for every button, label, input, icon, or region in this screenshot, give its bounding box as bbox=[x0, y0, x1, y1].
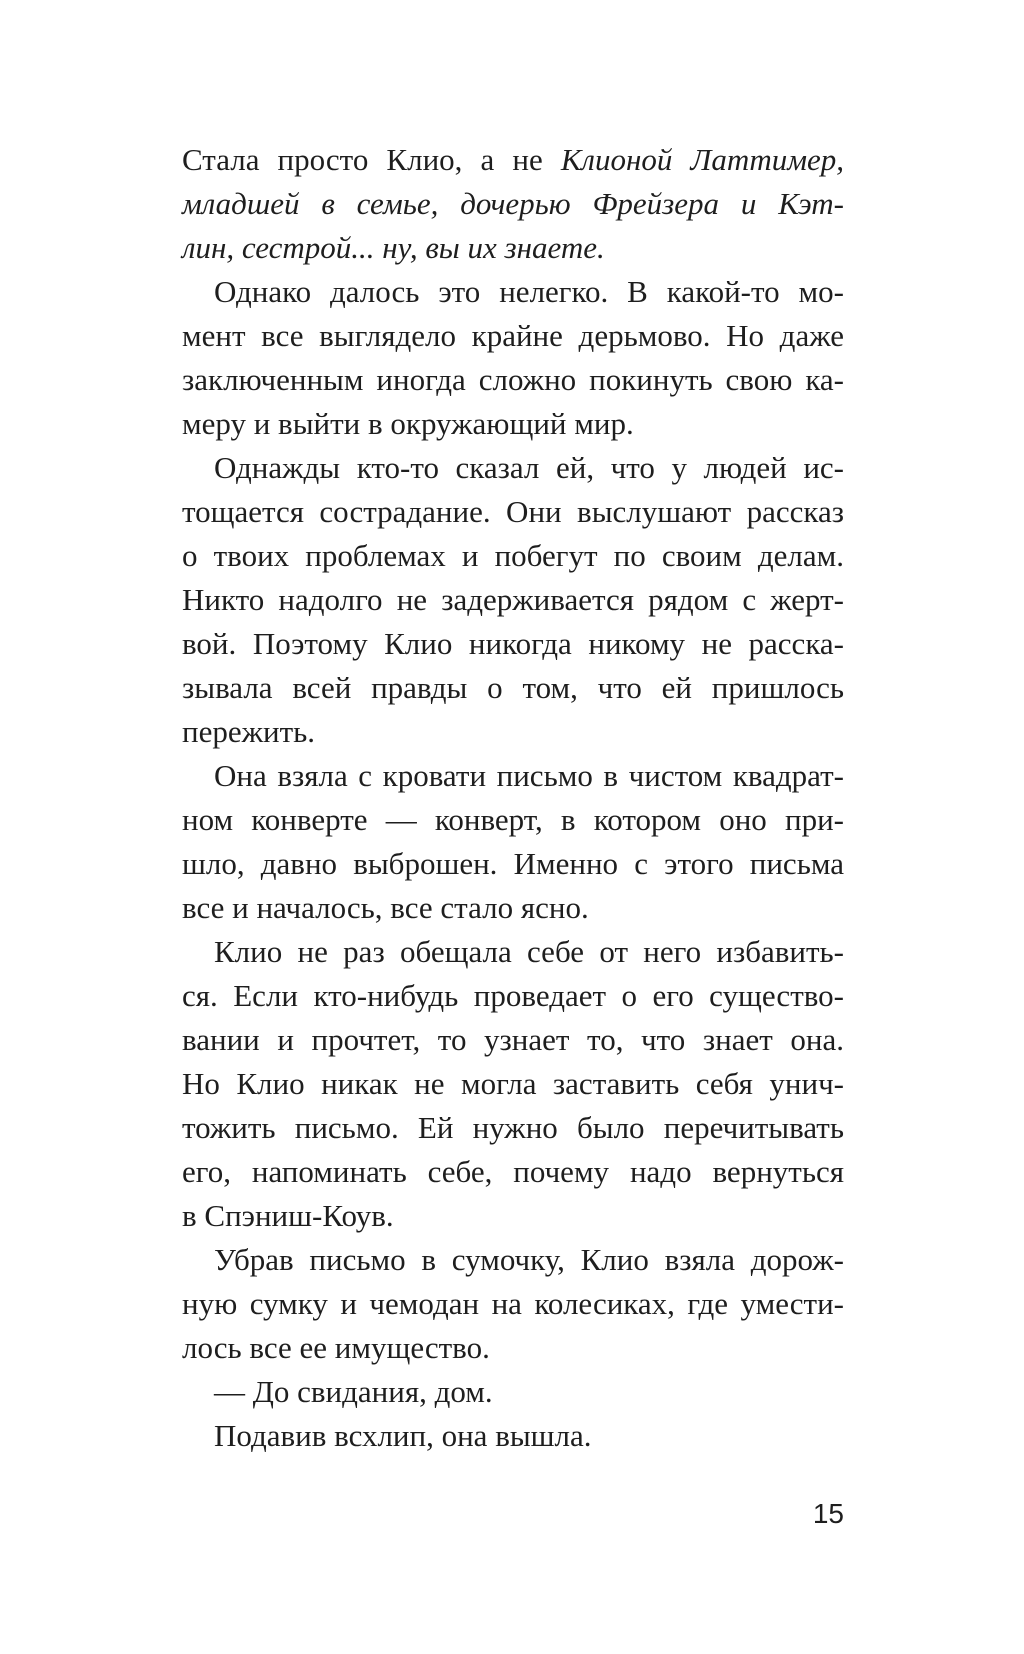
text-line: ном конверте — конверт, в котором оно при- bbox=[182, 802, 844, 837]
text-line: вой. Поэтому Клио никогда никому не расска- bbox=[182, 626, 844, 661]
text-line: его, напоминать себе, почему надо вернуться bbox=[182, 1154, 844, 1189]
text-line: ся. Если кто-нибудь проведает о его существо- bbox=[182, 978, 844, 1013]
text-line bbox=[182, 182, 844, 226]
text-line: вании и прочтет, то узнает то, что знает она. bbox=[182, 1022, 844, 1057]
text-line: Подавив всхлип, она вышла. bbox=[214, 1418, 592, 1453]
text-line: шло, давно выброшен. Именно с этого письма bbox=[182, 846, 844, 881]
italic-text-run: младшей в семье, дочерью Фрейзера и Кэт- bbox=[182, 186, 844, 221]
text-line: заключенным иногда сложно покинуть свою ка- bbox=[182, 362, 844, 397]
text-line: Но Клио никак не могла заставить себя унич- bbox=[182, 1066, 844, 1101]
text-line: Клио не раз обещала себе от него избавить- bbox=[214, 934, 844, 969]
text-line: в Спэниш-Коув. bbox=[182, 1198, 394, 1233]
text-line: Никто надолго не задерживается рядом с жерт- bbox=[182, 582, 844, 617]
dialogue-line: — До свидания, дом. bbox=[214, 1374, 493, 1409]
text-line: Однажды кто-то сказал ей, что у людей ис- bbox=[214, 450, 844, 485]
text-line: Она взяла с кровати письмо в чистом квадрат- bbox=[214, 758, 844, 793]
text-line: о твоих проблемах и побегут по своим делам. bbox=[182, 538, 844, 573]
text-line: все и началось, все стало ясно. bbox=[182, 890, 589, 925]
italic-text-run: лин, сестрой... ну, вы их знаете. bbox=[182, 230, 605, 265]
text-line: пережить. bbox=[182, 714, 316, 749]
text-line: тожить письмо. Ей нужно было перечитывать bbox=[182, 1110, 844, 1145]
text-run: Стала просто Клио, а не bbox=[182, 142, 561, 177]
text-line: тощается сострадание. Они выслушают рассказ bbox=[182, 494, 844, 529]
text-line: мент все выглядело крайне дерьмово. Но даже bbox=[182, 318, 844, 353]
page-number: 15 bbox=[812, 1498, 844, 1529]
text-line bbox=[182, 138, 844, 182]
text-line: Однако далось это нелегко. В какой-то мо- bbox=[214, 274, 844, 309]
text-line: лось все ее имущество. bbox=[182, 1330, 490, 1365]
text-line: ную сумку и чемодан на колесиках, где умести- bbox=[182, 1286, 844, 1321]
body-text bbox=[182, 138, 844, 1458]
text-line: Убрав письмо в сумочку, Клио взяла дорож- bbox=[214, 1242, 844, 1277]
text-line: зывала всей правды о том, что ей пришлось bbox=[182, 670, 844, 705]
text-line bbox=[182, 226, 844, 270]
italic-text-run: Клионой Латтимер, bbox=[560, 142, 844, 177]
text-line: меру и выйти в окружающий мир. bbox=[182, 406, 634, 441]
